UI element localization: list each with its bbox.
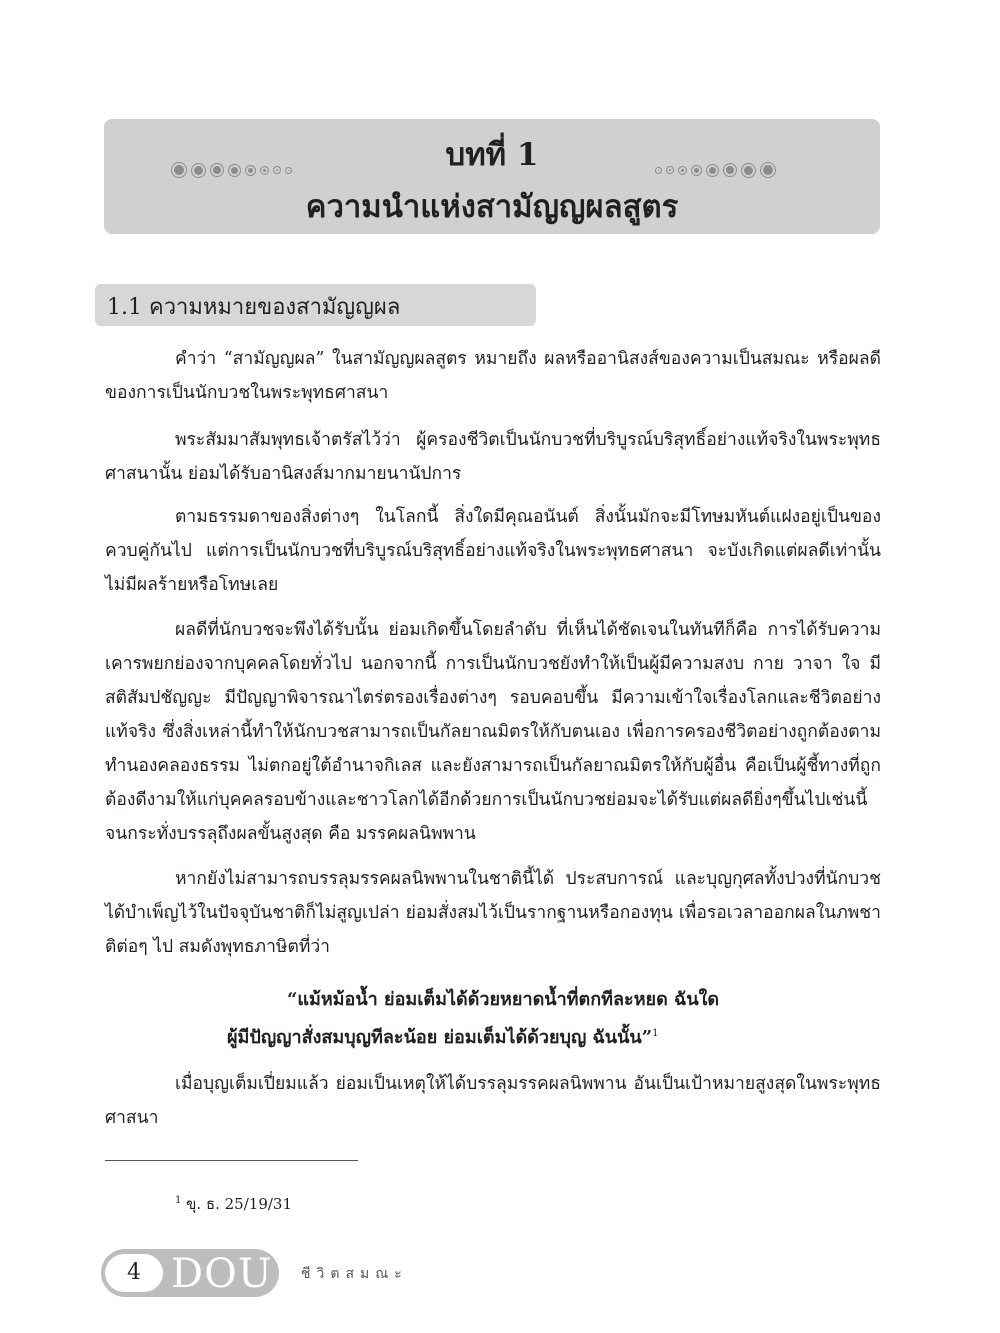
body-paragraph: พระสัมมาสัมพุทธเจ้าตรัสไว้ว่า ผู้ครองชีวิตเป็นนักบวชที่บริบูรณ์บริสุทธิ์อย่างแท้จริงในพระพุทธศาสนานั้น ย่อมได้รับอานิสงส์มากมายนานัปการ — [105, 430, 881, 484]
body-paragraph: คำว่า “สามัญญผล” ในสามัญญผลสูตร หมายถึง ผลหรืออานิสงส์ของความเป็นสมณะ หรือผลดีของการเป็นนักบวชในพระพุทธศาสนา — [105, 349, 881, 403]
dot-ornament — [724, 164, 736, 176]
dot-ornament — [656, 168, 661, 173]
closing-paragraph: เมื่อบุญเต็มเปี่ยมแล้ว ย่อมเป็นเหตุให้ได้บรรลุมรรคผลนิพพาน อันเป็นเป้าหมายสูงสุดในพระพุทธศาสนา — [105, 1074, 881, 1128]
dot-ornament — [692, 166, 701, 175]
buddha-quote — [105, 983, 881, 1055]
chapter-title: ความนำแห่งสามัญญผลสูตร — [305, 189, 679, 225]
chapter-number: บทที่ 1 — [445, 137, 539, 173]
section-heading-box — [95, 284, 536, 326]
dot-ornament — [667, 167, 673, 173]
page-footer-badge — [101, 1249, 279, 1297]
decorative-dots-right — [656, 163, 775, 177]
dou-logo: DOU — [171, 1251, 273, 1297]
dot-ornament — [707, 165, 718, 176]
footnote-marker: 1 — [175, 1195, 182, 1206]
body-paragraph: ตามธรรมดาของสิ่งต่างๆ ในโลกนี้ สิ่งใดมีคุณอนันต์ สิ่งนั้นมักจะมีโทษมหันต์แฝงอยู่เป็นของควบคู่กันไป แต่การเป็นนักบวชที่บริบูรณ์บริสุทธิ์อย่างแท้จริงในพระพุทธศาสนา จะบังเกิดแต่ผลดีเท่านั้นไม่มีผลร้ายหรือโทษเลย — [105, 507, 881, 595]
footnote — [175, 1192, 292, 1216]
body-paragraph: ผลดีที่นักบวชจะพึงได้รับนั้น ย่อมเกิดขึ้นโดยลำดับ ที่เห็นได้ชัดเจนในทันทีก็คือ การได้รับความเคารพยกย่องจากบุคคลโดยทั่วไป นอกจากนี้ การเป็นนักบวชยังทำให้เป็นผู้มีความสงบ กาย วาจา ใจ มีสติสัมปชัญญะ มีปัญญาพิจารณาไตร่ตรองเรื่องต่างๆ รอบคอบขึ้น มีความเข้าใจเรื่องโลกและชีวิตอย่างแท้จริง ซึ่งสิ่งเหล่านี้ทำให้นักบวชสามารถเป็นกัลยาณมิตรให้กับตนเอง เพื่อการครองชีวิตอย่างถูกต้องตามทำนองคลองธรรม ไม่ตกอยู่ใต้อำนาจกิเลส และยังสามารถเป็นกัลยาณมิตรให้กับผู้อื่น คือเป็นผู้ชี้ทางที่ถูกต้องดีงามให้แก่บุคคลรอบข้างและชาวโลกได้อีกด้วยการเป็นนักบวชย่อมจะได้รับแต่ผลดียิ่งๆขึ้นไปเช่นนี้จนกระทั่งบรรลุถึงผลขั้นสูงสุด คือ มรรคผลนิพพาน — [105, 620, 881, 844]
dot-ornament — [679, 167, 686, 174]
dot-ornament — [742, 164, 755, 177]
dot-ornament — [761, 163, 775, 177]
footnote-text: ขุ. ธ. 25/19/31 — [186, 1195, 293, 1213]
page-number: 4 — [105, 1254, 163, 1292]
running-title: ชีวิตสมณะ — [301, 1266, 408, 1282]
body-paragraph: หากยังไม่สามารถบรรลุมรรคผลนิพพานในชาตินี้ได้ ประสบการณ์ และบุญกุศลทั้งปวงที่นักบวชได้บำเพ็ญไว้ในปัจจุบันชาติก็ไม่สูญเปล่า ย่อมสั่งสมไว้เป็นรากฐานหรือกองทุน เพื่อรอเวลาออกผลในภพชาติต่อๆ ไป สมดังพุทธภาษิตที่ว่า — [105, 869, 881, 957]
footnote-divider — [105, 1160, 358, 1161]
quote-line-2-text: ผู้มีปัญญาสั่งสมบุญทีละน้อย ย่อมเต็มได้ด้วยบุญ ฉันนั้น” — [227, 1027, 653, 1048]
footnote-reference[interactable]: 1 — [652, 1028, 659, 1039]
quote-line-1: “แม้หม้อน้ำ ย่อมเต็มได้ด้วยหยาดน้ำที่ตกทีละหยด ฉันใด — [287, 989, 720, 1010]
section-heading: 1.1 ความหมายของสามัญญผล — [107, 295, 401, 320]
quote-line-2 — [105, 1017, 881, 1055]
chapter-banner — [104, 119, 880, 234]
